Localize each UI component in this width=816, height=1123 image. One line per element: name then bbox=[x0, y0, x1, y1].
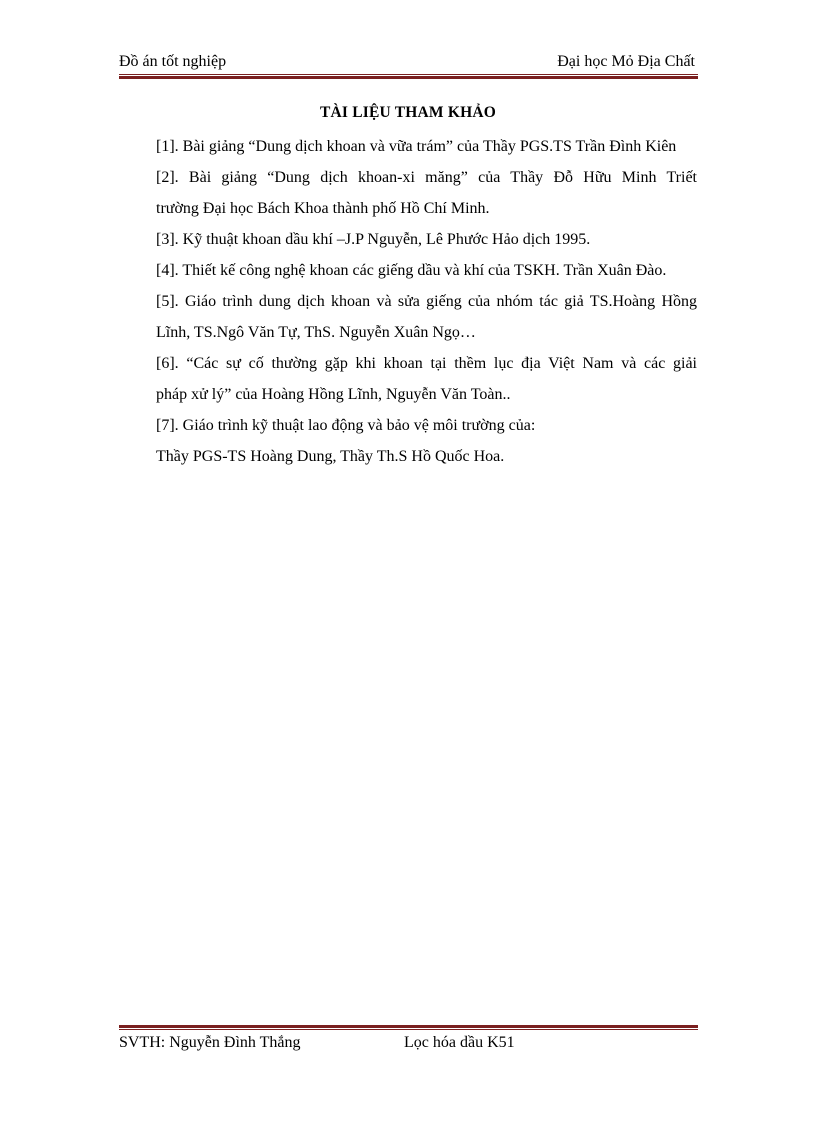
reference-text: [5]. Giáo trình dung dịch khoan và sửa giếng của nhóm tác giả TS.Hoàng Hồng bbox=[156, 293, 697, 310]
reference-text-continued: trường Đại học Bách Khoa thành phố Hồ Chí Minh. bbox=[156, 200, 490, 217]
reference-trailing-text: Thầy PGS-TS Hoàng Dung, Thầy Th.S Hồ Quốc Hoa. bbox=[156, 448, 505, 465]
footer-rule bbox=[119, 1024, 698, 1030]
reference-text-continued: Lĩnh, TS.Ngô Văn Tự, ThS. Nguyễn Xuân Ngọ… bbox=[156, 324, 476, 341]
reference-text: [3]. Kỹ thuật khoan dầu khí –J.P Nguyễn, Lê Phước Hảo dịch 1995. bbox=[156, 231, 591, 248]
reference-text: [6]. “Các sự cố thường gặp khi khoan tại thềm lục địa Việt Nam và các giải bbox=[156, 355, 697, 372]
reference-item-5 bbox=[156, 286, 697, 348]
reference-item-6 bbox=[156, 348, 697, 410]
header-rule bbox=[119, 74, 698, 79]
reference-text: [2]. Bài giảng “Dung dịch khoan-xi măng” của Thầy Đỗ Hữu Minh Triết bbox=[156, 169, 697, 186]
reference-text: [4]. Thiết kế công nghệ khoan các giếng dầu và khí của TSKH. Trần Xuân Đào. bbox=[156, 262, 667, 279]
footer-class: Lọc hóa dầu K51 bbox=[404, 1034, 515, 1051]
page-title: TÀI LIỆU THAM KHẢO bbox=[320, 104, 496, 121]
footer-student: SVTH: Nguyễn Đình Thắng bbox=[119, 1034, 301, 1051]
reference-item-7 bbox=[156, 410, 697, 441]
reference-item-1 bbox=[156, 131, 697, 162]
reference-item-3 bbox=[156, 224, 697, 255]
header-university: Đại học Mỏ Địa Chất bbox=[557, 53, 695, 70]
reference-text-continued: pháp xử lý” của Hoàng Hồng Lĩnh, Nguyễn Văn Toàn.. bbox=[156, 386, 511, 403]
reference-list bbox=[156, 131, 697, 472]
reference-text: [1]. Bài giảng “Dung dịch khoan và vữa trám” của Thầy PGS.TS Trần Đình Kiên bbox=[156, 138, 677, 155]
reference-item-4 bbox=[156, 255, 697, 286]
header-document-type: Đồ án tốt nghiệp bbox=[119, 53, 227, 70]
reference-text: [7]. Giáo trình kỹ thuật lao động và bảo vệ môi trường của: bbox=[156, 417, 536, 434]
reference-item-2 bbox=[156, 162, 697, 224]
